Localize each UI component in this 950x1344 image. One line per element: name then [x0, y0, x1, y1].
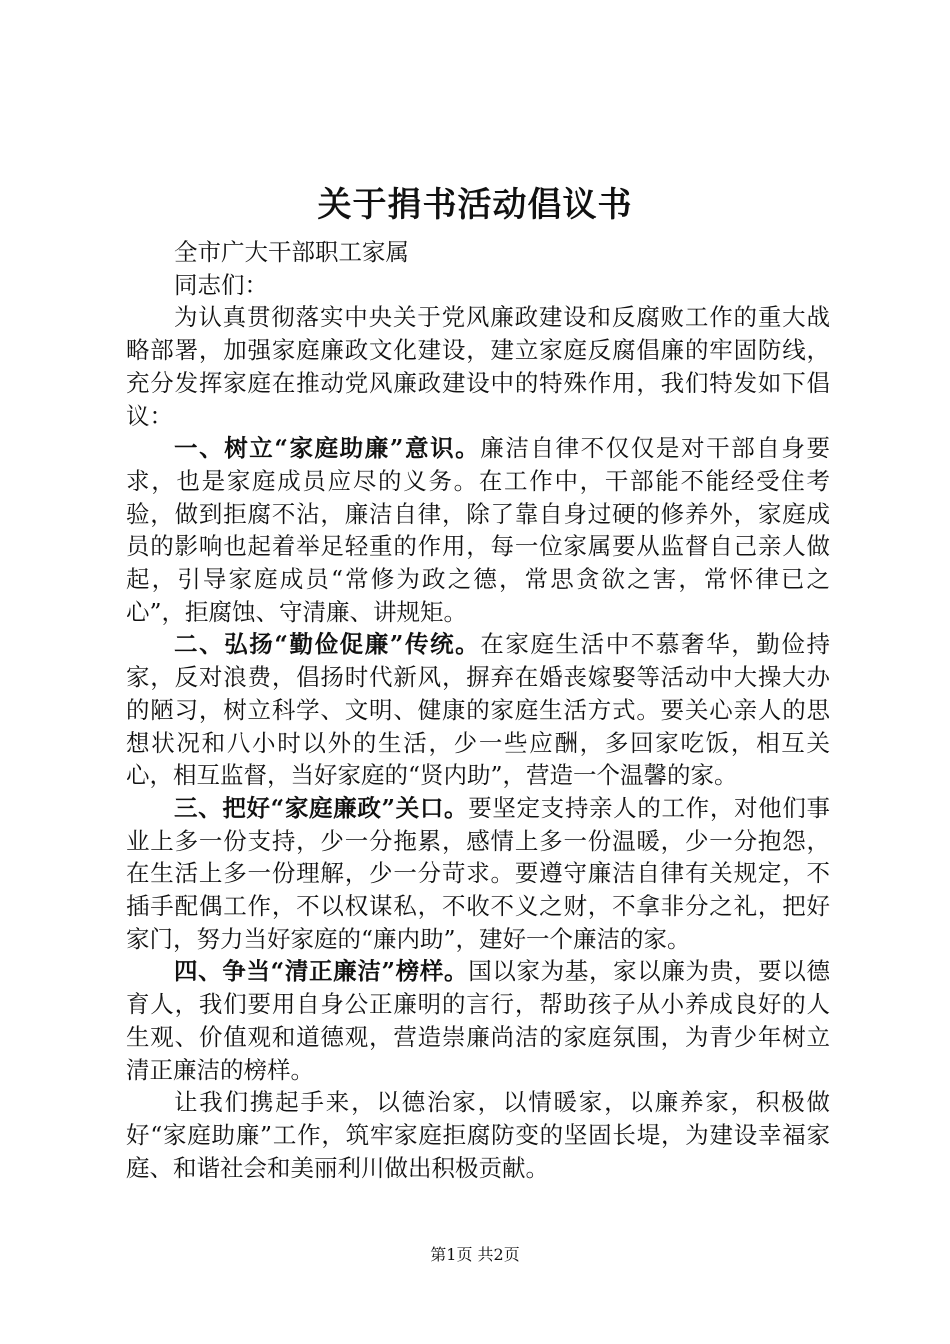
item-text-2: 在家庭生活中不慕奢华，勤俭持家，反对浪费，倡扬时代新风，摒弃在婚丧嫁娶等活动中大操大办的陋习，树立科学、文明、健康的家庭生活方式。要关心亲人的思想状况和八小时以外的生活，少一些应酬，多回家吃饭，相互关心，相互监督，当好家庭的“贤内助”，营造一个温馨的家。 [126, 630, 830, 790]
document-title: 关于捐书活动倡议书 [317, 185, 633, 225]
intro-paragraph: 为认真贯彻落实中央关于党风廉政建设和反腐败工作的重大战略部署，加强家庭廉政文化建设，建立家庭反腐倡廉的牢固防线，充分发挥家庭在推动党风廉政建设中的特殊作用，我们特发如下倡议： [126, 303, 830, 430]
addressee: 全市广大干部职工家属 [174, 238, 409, 266]
page-footer: 第1页 共2页 [430, 1245, 520, 1264]
closing-paragraph: 让我们携起手来，以德治家，以情暖家，以廉养家，积极做好“家庭助廉”工作，筑牢家庭拒腐防变的坚固长堤，为建设幸福家庭、和谐社会和美丽利川做出积极贡献。 [126, 1088, 830, 1182]
item-heading-3: 三、把好“家庭廉政”关口。 [174, 793, 469, 822]
item-heading-2: 二、弘扬“勤俭促廉”传统。 [174, 630, 481, 659]
item-text-3: 要坚定支持亲人的工作，对他们事业上多一份支持，少一分拖累，感情上多一份温暖，少一分抱怨，在生活上多一份理解，少一分苛求。要遵守廉洁自律有关规定，不插手配偶工作，不以权谋私，不收不义之财，不拿非分之礼，把好家门，努力当好家庭的“廉内助”，建好一个廉洁的家。 [126, 793, 830, 953]
item-heading-4: 四、争当“清正廉洁”榜样。 [174, 957, 469, 986]
salutation: 同志们： [174, 270, 268, 299]
item-text-1: 廉洁自律不仅仅是对干部自身要求，也是家庭成员应尽的义务。在工作中，干部能不能经受住考验，做到拒腐不沾，廉洁自律，除了靠自身过硬的修养外，家庭成员的影响也起着举足轻重的作用，每一位家属要从监督自己亲人做起，引导家庭成员“常修为政之德，常思贪欲之害，常怀律已之心”，拒腐蚀、守清廉、讲规矩。 [126, 434, 830, 626]
item-heading-1: 一、树立“家庭助廉”意识。 [174, 434, 481, 463]
item-text-4: 国以家为基，家以廉为贵，要以德育人，我们要用自身公正廉明的言行，帮助孩子从小养成良好的人生观、价值观和道德观，营造崇廉尚洁的家庭氛围，为青少年树立清正廉洁的榜样。 [126, 957, 830, 1084]
item-paragraph-4 [126, 955, 830, 1086]
item-paragraph-3 [126, 792, 830, 956]
item-paragraph-1 [126, 432, 830, 628]
item-paragraph-2 [126, 628, 830, 792]
document-body [126, 236, 830, 1184]
